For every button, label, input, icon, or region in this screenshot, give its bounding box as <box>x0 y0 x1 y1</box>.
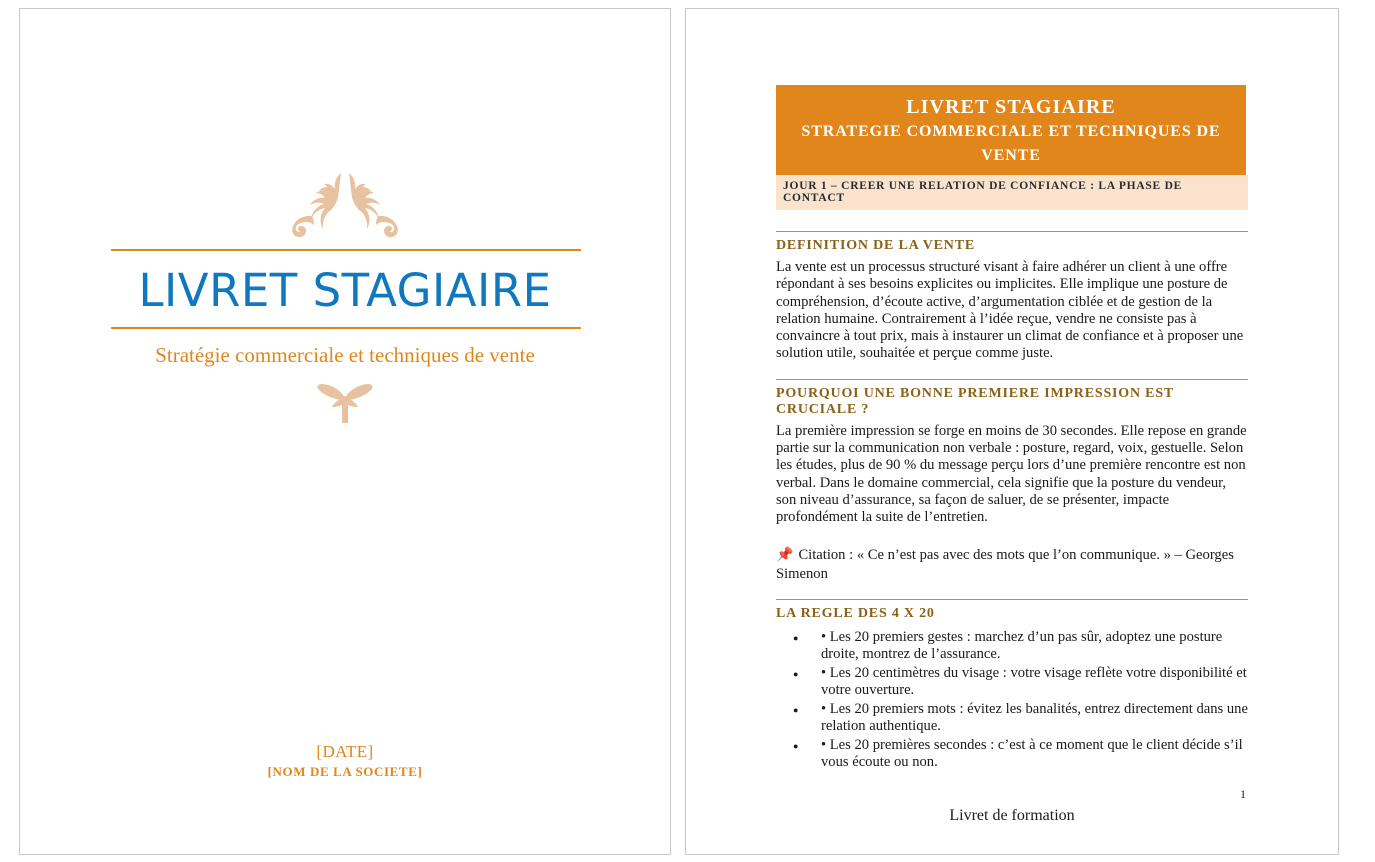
cover-title: LIVRET STAGIAIRE <box>138 264 552 317</box>
pushpin-icon: 📌 <box>776 547 794 563</box>
cover-company-placeholder: [NOM DE LA SOCIETE] <box>267 764 423 779</box>
rule-list <box>776 629 1248 772</box>
footer-text: Livret de formation <box>949 807 1075 824</box>
cover-page-content <box>20 9 670 854</box>
citation-text: Citation : « Ce n’est pas avec des mots que l’on communique. » – Georges Simenon <box>776 546 1234 582</box>
double-leaf-flourish-ornament <box>20 169 670 247</box>
section-paragraph: La première impression se forge en moins de 30 secondes. Elle repose en grande partie sur la communication non verbale : posture, regard, voix, gestuelle. Selon les études, plus de 90 % du message perçu lors d’une première rencontre est non verbal. Dans le domaine commercial, cela signifie que la posture du vendeur, son niveau d’assurance, sa façon de saluer, de se présenter, impacte profondément la suite de l’entretien. <box>776 422 1247 526</box>
sprout-ornament <box>20 381 670 441</box>
cover-subtitle: Stratégie commerciale et techniques de vente <box>155 343 535 367</box>
day-section-band: JOUR 1 – CREER UNE RELATION DE CONFIANCE : LA PHASE DE CONTACT <box>776 175 1248 210</box>
list-item: ● • Les 20 premiers mots : évitez les banalités, entrez directement dans une relation authentique. <box>803 701 1248 736</box>
banner-title: LIVRET STAGIAIRE <box>906 96 1116 118</box>
section-heading: LA REGLE DES 4 X 20 <box>776 599 1248 622</box>
section-heading: POURQUOI UNE BONNE PREMIERE IMPRESSION EST CRUCIALE ? <box>776 379 1248 418</box>
section-paragraph: La vente est un processus structuré visant à faire adhérer un client à une offre répondant à ses besoins explicites ou implicites. Elle implique une posture de compréhension, d’écoute active, d’argumentation ciblée et de gestion de la relation humaine. Contrairement à l’idée reçue, vendre ne consiste pas à convaincre à tout prix, mais à instaurer un climat de confiance et à proposer une solution utile, souhaitée et perçue comme juste. <box>776 259 1244 362</box>
section-regle-4x20 <box>776 599 1248 772</box>
content-page <box>685 8 1339 855</box>
cover-page <box>19 8 671 855</box>
cover-divider-bottom <box>111 327 581 329</box>
section-heading: DEFINITION DE LA VENTE <box>776 231 1248 254</box>
list-item: ● • Les 20 centimètres du visage : votre visage reflète votre disponibilité et votre ouverture. <box>803 665 1248 700</box>
page-number: 1 <box>1240 787 1246 801</box>
citation-line <box>776 546 1248 583</box>
list-item: ● • Les 20 premières secondes : c’est à ce moment que le client décide s’il vous écoute ou non. <box>803 737 1248 772</box>
banner-subtitle: STRATEGIE COMMERCIALE ET TECHNIQUES DE VENTE <box>801 123 1221 164</box>
list-item: ● • Les 20 premiers gestes : marchez d’un pas sûr, adoptez une posture droite, montrez de l’assurance. <box>803 629 1248 664</box>
cover-date-placeholder: [DATE] <box>316 742 374 761</box>
document-title-banner <box>776 85 1246 179</box>
page-content-body <box>776 175 1248 773</box>
section-premiere-impression <box>776 379 1248 527</box>
section-definition-de-la-vente <box>776 231 1248 363</box>
cover-divider-top <box>111 249 581 251</box>
